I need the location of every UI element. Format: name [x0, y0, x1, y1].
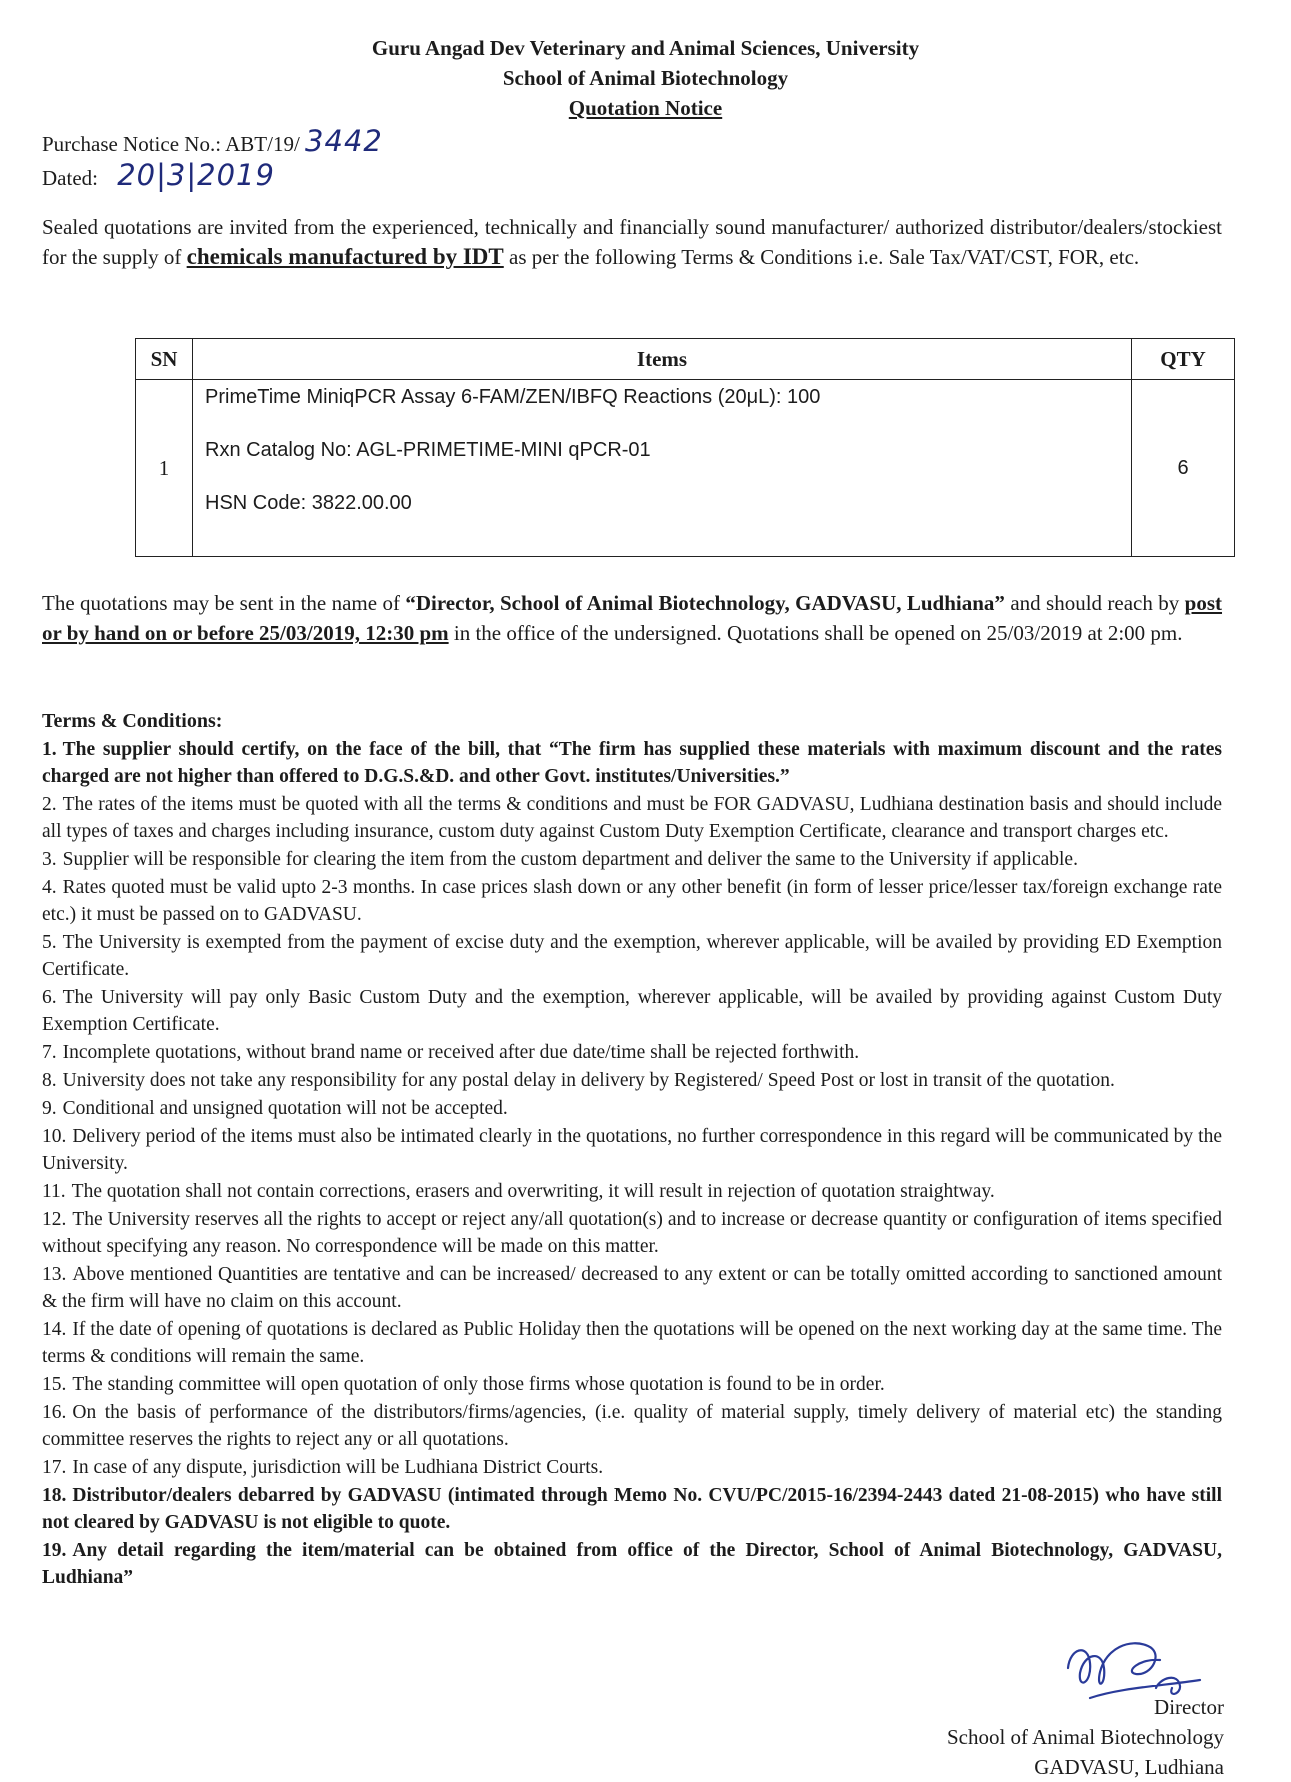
purchase-notice-number [42, 124, 383, 158]
term-item [42, 1454, 1222, 1481]
university-name: Guru Angad Dev Veterinary and Animal Sciences, University [371, 36, 920, 60]
column-header-items: Items [193, 339, 1132, 380]
item-hsn-code: HSN Code: 3822.00.00 [205, 492, 412, 514]
term-text: Rates quoted must be valid upto 2-3 months. In case prices slash down or any other benefit (in form of lesser price/lesser tax/foreign exchange rate etc.) it must be passed on to GADVASU. [42, 877, 1222, 925]
term-number: 6. [42, 987, 57, 1008]
item-catalog-number: Rxn Catalog No: AGL-PRIMETIME-MINI qPCR-01 [205, 439, 651, 461]
term-text: Any detail regarding the item/material can be obtained from office of the Director, School of Animal Biotechnology, GADVASU, Ludhiana” [42, 1540, 1222, 1588]
term-text: Distributor/dealers debarred by GADVASU (intimated through Memo No. CVU/PC/2015-16/2394-2443 dated 21-08-2015) who have still not cleared by GADVASU is not eligible to quote. [42, 1485, 1222, 1533]
submission-paragraph [42, 588, 1222, 648]
intro-text-after: as per the following Terms & Conditions i.e. Sale Tax/VAT/CST, FOR, etc. [509, 245, 1140, 269]
term-number: 12. [42, 1209, 67, 1230]
term-number: 3. [42, 849, 57, 870]
intro-text-before: Sealed quotations are invited from the experienced, technically and financially sound manufacturer/ authorized distributor/dealers/stockiest for the supply of [42, 215, 1222, 269]
table-row [136, 380, 1235, 557]
signatory-title: Director [1154, 1695, 1224, 1719]
term-text: If the date of opening of quotations is declared as Public Holiday then the quotations will be opened on the next working day at the same time. The terms & conditions will remain the same. [42, 1319, 1222, 1367]
term-number: 2. [42, 794, 57, 815]
item-name: PrimeTime MiniqPCR Assay 6-FAM/ZEN/IBFQ Reactions (20μL): 100 [205, 386, 821, 408]
term-text: Incomplete quotations, without brand name or received after due date/time shall be rejected forthwith. [62, 1042, 860, 1063]
submission-text-3: in the office of the undersigned. Quotations shall be opened on 25/03/2019 at 2:00 pm. [453, 621, 1183, 645]
addressee-name: “Director, School of Animal Biotechnology, GADVASU, Ludhiana” [405, 591, 1005, 615]
intro-paragraph [42, 212, 1222, 272]
term-number: 15. [42, 1374, 67, 1395]
signatory-school: School of Animal Biotechnology [946, 1725, 1224, 1749]
submission-text-2: and should reach by [1010, 591, 1180, 615]
table-header-row [136, 339, 1235, 380]
term-text: Conditional and unsigned quotation will not be accepted. [62, 1098, 508, 1119]
term-item [42, 1178, 1222, 1205]
term-text: Supplier will be responsible for clearing the item from the custom department and deliver the same to the University if applicable. [62, 849, 1078, 870]
term-item [42, 736, 1222, 790]
submission-deadline: post or by hand on or before 25/03/2019, 12:30 pm [42, 591, 1223, 645]
term-text: On the basis of performance of the distributors/firms/agencies, (i.e. quality of material supply, timely delivery of material etc) the standing committee reserves the rights to reject any or all quotations. [42, 1402, 1222, 1450]
intro-highlight: chemicals manufactured by IDT [186, 244, 504, 269]
term-text: In case of any dispute, jurisdiction will be Ludhiana District Courts. [72, 1457, 604, 1478]
term-number: 13. [42, 1264, 67, 1285]
term-number: 17. [42, 1457, 67, 1478]
term-number: 5. [42, 932, 57, 953]
term-text: The University reserves all the rights to accept or reject any/all quotation(s) and to increase or decrease quantity or configuration of items specified without specifying any reason. No correspondence will be made on this matter. [42, 1209, 1222, 1257]
term-item [42, 1206, 1222, 1260]
term-item [42, 1123, 1222, 1177]
term-item [42, 1371, 1222, 1398]
term-item [42, 874, 1222, 928]
term-number: 9. [42, 1098, 57, 1119]
document-title: Quotation Notice [568, 96, 723, 120]
school-name: School of Animal Biotechnology [502, 66, 789, 90]
term-item [42, 929, 1222, 983]
term-item [42, 1261, 1222, 1315]
column-header-qty: QTY [1132, 339, 1235, 380]
term-text: The quotation shall not contain corrections, erasers and overwriting, it will result in rejection of quotation straightway. [71, 1181, 995, 1202]
term-text: The supplier should certify, on the face of the bill, that “The firm has supplied these materials with maximum discount and the rates charged are not higher than offered to D.G.S.&D. and other Govt. institutes/Universities.” [42, 739, 1222, 787]
term-number: 10. [42, 1126, 67, 1147]
term-item [42, 1537, 1222, 1591]
term-number: 7. [42, 1042, 57, 1063]
handwritten-date: 20|3|2019 [117, 158, 275, 192]
term-number: 8. [42, 1070, 57, 1091]
term-text: University does not take any responsibility for any postal delay in delivery by Registered/ Speed Post or lost in transit of the quotation. [62, 1070, 1115, 1091]
term-number: 11. [42, 1181, 66, 1202]
term-text: The University is exempted from the payment of excise duty and the exemption, wherever applicable, will be availed by providing ED Exemption Certificate. [42, 932, 1222, 980]
term-item [42, 984, 1222, 1038]
term-item [42, 846, 1222, 873]
term-text: The standing committee will open quotation of only those firms whose quotation is found to be in order. [72, 1374, 885, 1395]
term-item [42, 1482, 1222, 1536]
term-item [42, 1039, 1222, 1066]
purchase-notice-label: Purchase Notice No.: ABT/19/ [42, 132, 300, 156]
column-header-sn: SN [136, 339, 193, 380]
term-number: 14. [42, 1319, 67, 1340]
term-item [42, 1316, 1222, 1370]
items-table [135, 338, 1235, 557]
term-text: Delivery period of the items must also be intimated clearly in the quotations, no further correspondence in this regard will be communicated by the University. [42, 1126, 1222, 1174]
row-qty: 6 [1132, 380, 1235, 557]
terms-list [42, 736, 1222, 1592]
term-text: The University will pay only Basic Custom Duty and the exemption, wherever applicable, will be availed by providing against Custom Duty Exemption Certificate. [42, 987, 1222, 1035]
term-number: 16. [42, 1402, 67, 1423]
term-item [42, 791, 1222, 845]
row-sn: 1 [136, 380, 193, 557]
term-number: 4. [42, 877, 57, 898]
term-item [42, 1399, 1222, 1453]
row-item-description [193, 380, 1132, 557]
submission-text-1: The quotations may be sent in the name of [42, 591, 400, 615]
term-item [42, 1095, 1222, 1122]
terms-heading: Terms & Conditions: [42, 710, 223, 732]
dated-label: Dated: [42, 166, 98, 190]
term-number: 19. [42, 1540, 67, 1561]
signatory-block [947, 1692, 1224, 1782]
signatory-place: GADVASU, Ludhiana [1034, 1755, 1224, 1779]
term-number: 18. [42, 1485, 67, 1506]
handwritten-notice-number: 3442 [305, 124, 383, 158]
notice-date [42, 158, 275, 192]
term-number: 1. [42, 739, 57, 760]
term-item [42, 1067, 1222, 1094]
term-text: Above mentioned Quantities are tentative and can be increased/ decreased to any extent or can be totally omitted according to sanctioned amount & the firm will have no claim on this account. [42, 1264, 1222, 1312]
term-text: The rates of the items must be quoted with all the terms & conditions and must be FOR GADVASU, Ludhiana destination basis and should include all types of taxes and charges including insurance, custom duty against Custom Duty Exemption Certificate, clearance and transport charges etc. [42, 794, 1222, 842]
